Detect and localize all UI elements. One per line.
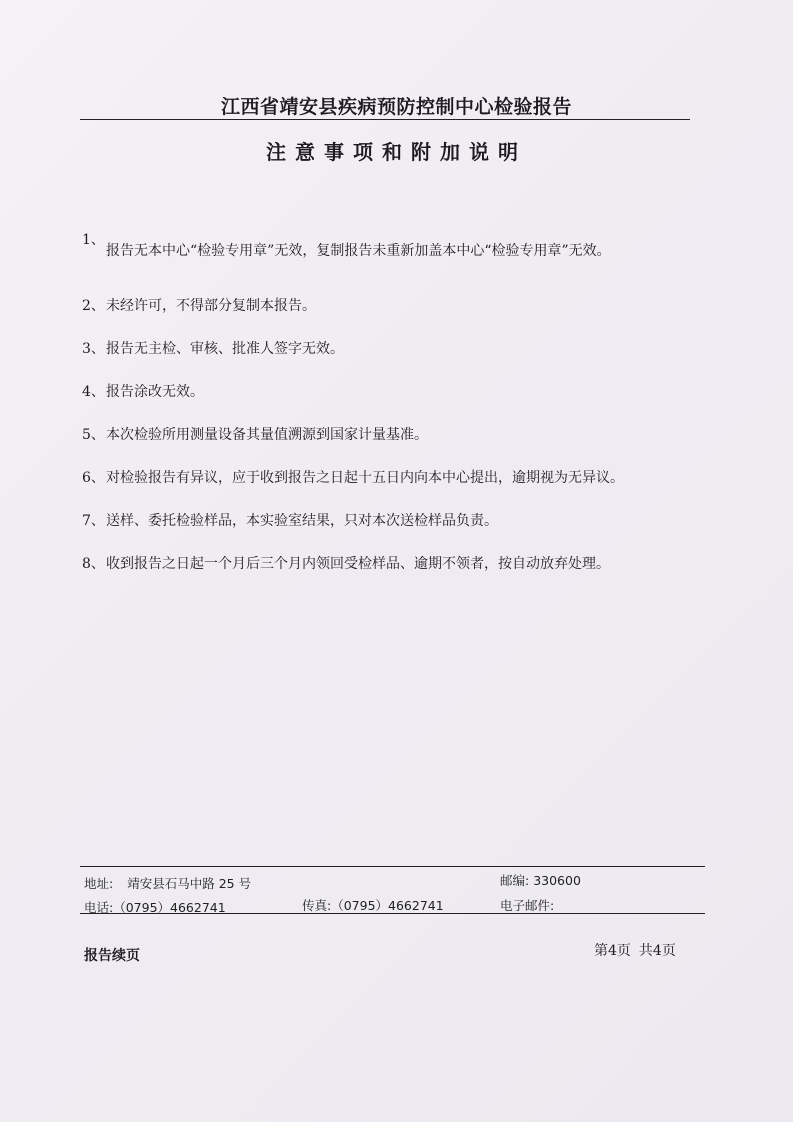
email-label: 电子邮件: — [500, 898, 555, 913]
note-text: 报告涂改无效。 — [106, 384, 204, 400]
header-divider — [80, 119, 690, 120]
note-text: 送样、委托检验样品，本实验室结果，只对本次送检样品负责。 — [106, 513, 498, 529]
note-item — [82, 467, 702, 489]
page-indicator — [594, 940, 676, 960]
note-item — [82, 510, 702, 532]
phone-value: （0795）4662741 — [113, 900, 226, 915]
note-number: 7、 — [82, 513, 105, 529]
footer-divider-top — [80, 866, 705, 867]
footer-address — [84, 874, 251, 892]
notes-section-title: 注意事项和附加说明 — [266, 140, 527, 164]
note-number: 1、 — [82, 232, 105, 248]
footer-divider-bottom — [80, 913, 705, 914]
note-number: 6、 — [82, 470, 105, 486]
note-number: 2、 — [82, 298, 105, 314]
note-number: 3、 — [82, 341, 105, 357]
note-number: 8、 — [82, 556, 105, 572]
continued-page-label: 报告续页 — [84, 948, 140, 964]
note-text: 未经许可，不得部分复制本报告。 — [106, 298, 316, 314]
footer-postcode — [500, 871, 581, 889]
note-item — [82, 295, 702, 317]
phone-label: 电话: — [84, 900, 114, 915]
note-number: 5、 — [82, 427, 105, 443]
fax-value: （0795）4662741 — [331, 898, 444, 913]
page-total: 共4页 — [638, 943, 676, 959]
notes-list — [82, 232, 702, 596]
note-number: 4、 — [82, 384, 105, 400]
footer-fax — [302, 896, 444, 914]
note-text: 报告无主检、审核、批准人签字无效。 — [106, 341, 344, 357]
note-item — [82, 553, 702, 575]
note-item — [82, 424, 702, 446]
address-value: 靖安县石马中路 25 号 — [127, 876, 252, 891]
note-text: 收到报告之日起一个月后三个月内领回受检样品、逾期不领者，按自动放弃处理。 — [106, 556, 610, 572]
fax-label: 传真: — [302, 898, 332, 913]
note-text: 本次检验所用测量设备其量值溯源到国家计量基准。 — [106, 427, 428, 443]
report-header-title: 江西省靖安县疾病预防控制中心检验报告 — [220, 96, 572, 118]
note-item — [82, 229, 702, 274]
postcode-label: 邮编: — [500, 873, 530, 888]
address-label: 地址: — [84, 876, 114, 891]
page-number: 第4页 — [594, 943, 631, 959]
note-text: 对检验报告有异议，应于收到报告之日起十五日内向本中心提出，逾期视为无异议。 — [106, 470, 624, 486]
postcode-value: 330600 — [533, 873, 581, 888]
note-text: 报告无本中心“检验专用章”无效，复制报告未重新加盖本中心“检验专用章”无效。 — [106, 243, 611, 259]
note-item — [82, 381, 702, 403]
note-item — [82, 338, 702, 360]
footer-email — [500, 896, 554, 914]
